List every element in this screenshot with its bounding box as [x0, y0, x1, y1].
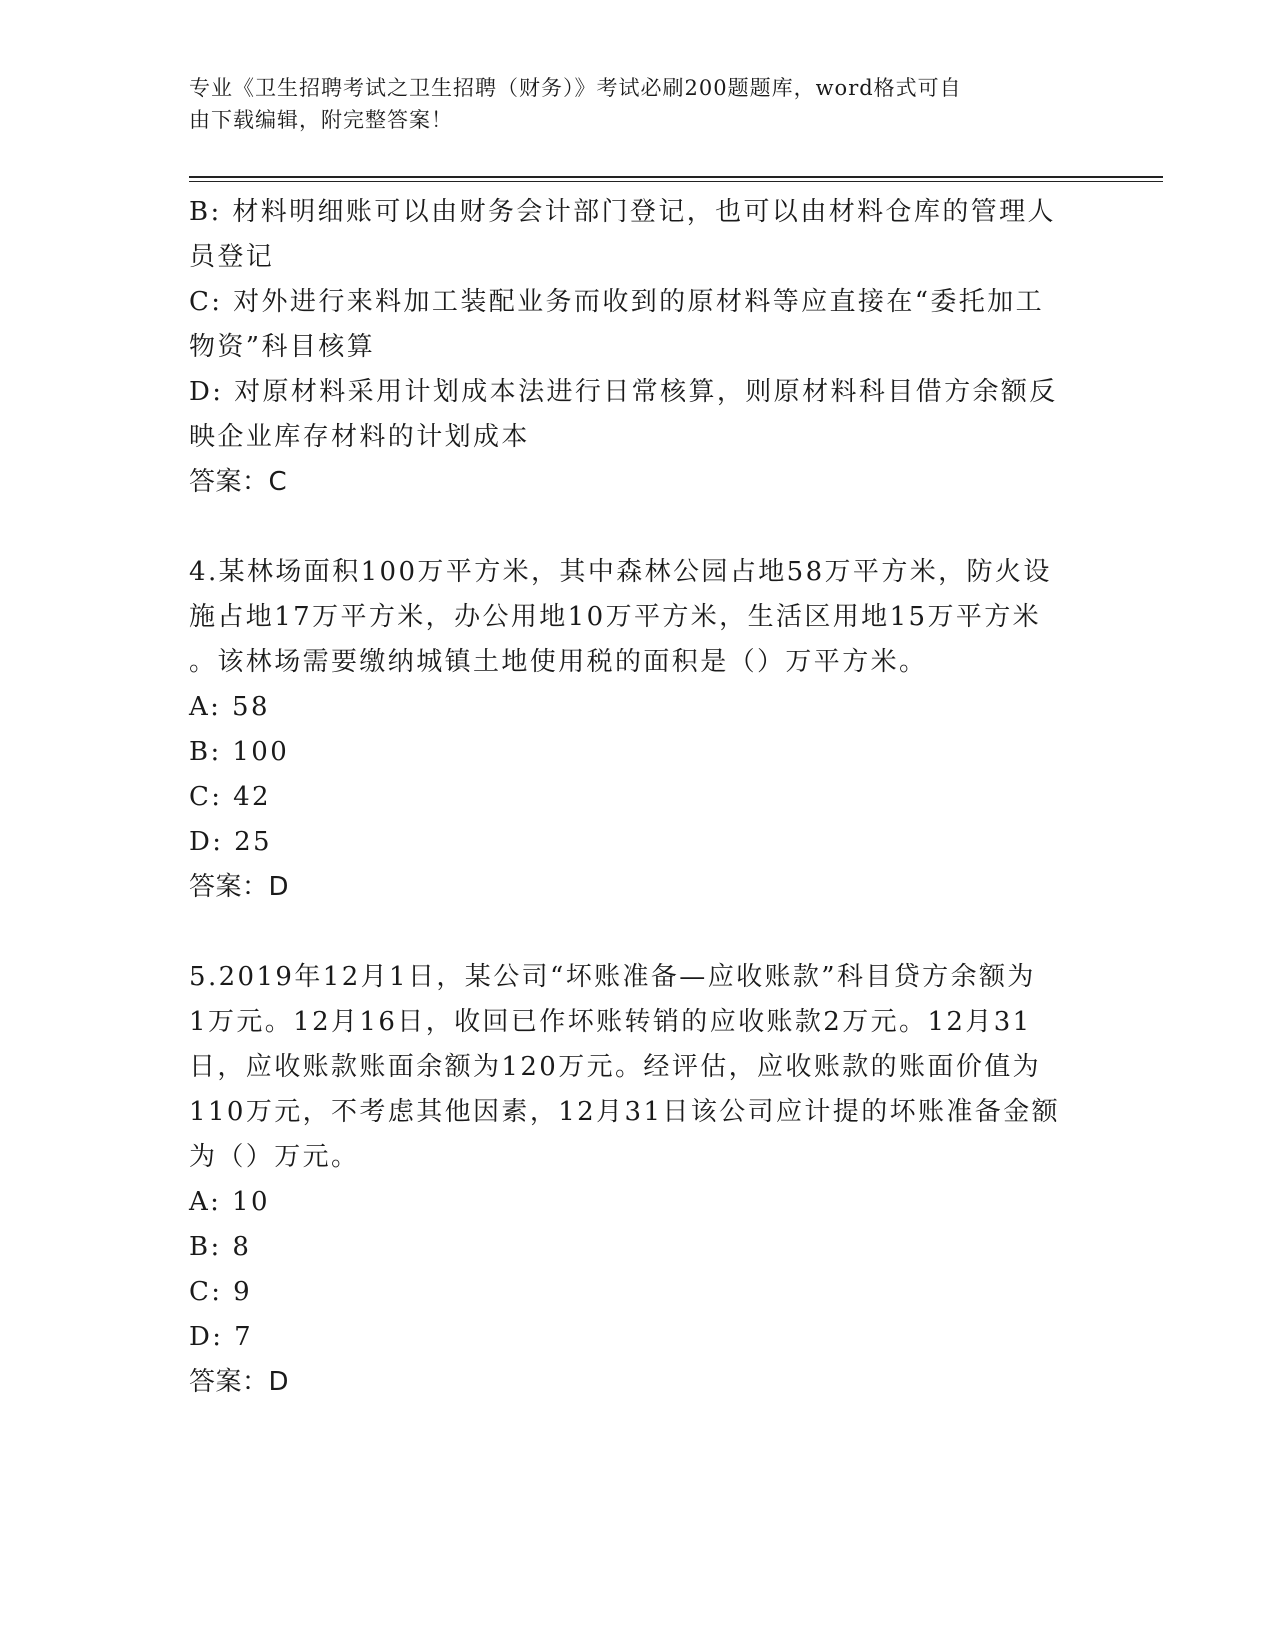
q3-option-d-line-1: D: 对原材料采用计划成本法进行日常核算，则原材料科目借方余额反	[189, 377, 1058, 407]
q5-answer: 答案：D	[189, 1367, 290, 1397]
q3-option-b-line-1: B: 材料明细账可以由财务会计部门登记，也可以由材料仓库的管理人	[189, 197, 1056, 227]
spacer	[189, 910, 1089, 955]
q3-option-d-line-2: 映企业库存材料的计划成本	[189, 422, 530, 452]
q4-stem-line-1: 4.某林场面积100万平方米，其中森林公园占地58万平方米，防火设	[189, 557, 1052, 587]
q3-option-c-line-1: C: 对外进行来料加工装配业务而收到的原材料等应直接在“委托加工	[189, 287, 1045, 317]
q4-stem-line-2: 施占地17万平方米，办公用地10万平方米，生活区用地15万平方米	[189, 602, 1042, 632]
q5-stem-line-1: 5.2019年12月1日，某公司“坏账准备—应收账款”科目贷方余额为	[189, 962, 1036, 992]
q4-option-d: D: 25	[189, 827, 272, 857]
q5-option-a: A: 10	[189, 1187, 270, 1217]
q4-option-b: B: 100	[189, 737, 290, 767]
spacer	[189, 505, 1089, 550]
question-3	[189, 190, 1089, 505]
document-header	[189, 72, 1069, 136]
q5-stem-line-4: 110万元，不考虑其他因素，12月31日该公司应计提的坏账准备金额	[189, 1097, 1060, 1127]
q3-option-c-line-2: 物资”科目核算	[189, 332, 376, 362]
header-divider-thick	[189, 176, 1163, 178]
q4-stem-line-3: 。该林场需要缴纳城镇土地使用税的面积是（）万平方米。	[189, 647, 928, 677]
question-4	[189, 550, 1089, 910]
q5-stem-line-3: 日，应收账款账面余额为120万元。经评估，应收账款的账面价值为	[189, 1052, 1042, 1082]
q5-stem-line-2: 1万元。12月16日，收回已作坏账转销的应收账款2万元。12月31	[189, 1007, 1032, 1037]
header-divider-thin	[189, 181, 1163, 182]
q4-option-c: C: 42	[189, 782, 272, 812]
q3-option-b-line-2: 员登记	[189, 242, 275, 272]
document-body	[189, 190, 1089, 1405]
q5-option-b: B: 8	[189, 1232, 252, 1262]
q3-answer: 答案：C	[189, 467, 288, 497]
q5-option-c: C: 9	[189, 1277, 253, 1307]
header-line-1: 专业《卫生招聘考试之卫生招聘（财务）》考试必刷200题题库，word格式可自	[189, 76, 962, 100]
q5-option-d: D: 7	[189, 1322, 254, 1352]
q4-answer: 答案：D	[189, 872, 290, 902]
question-5	[189, 955, 1089, 1405]
q5-stem-line-5: 为（）万元。	[189, 1142, 360, 1172]
q4-option-a: A: 58	[189, 692, 270, 722]
header-line-2: 由下载编辑，附完整答案！	[189, 108, 453, 132]
